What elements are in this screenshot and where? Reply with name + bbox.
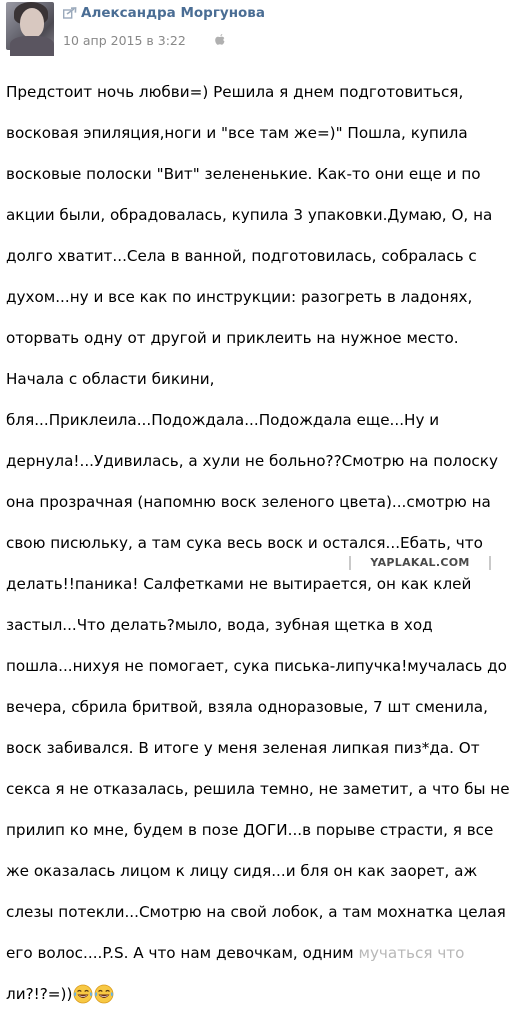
avatar-shoulder [10,36,54,56]
post-line: дернула!...Удивилась, а хули не больно??Смотрю на полоску [6,451,498,470]
crying-laughing-emoji-icon [73,984,93,1004]
post-line: духом...ну и все как по инструкции: разогреть в ладонях, [6,287,473,306]
watermark: YAPLAKAL.COM [349,556,491,570]
crying-laughing-emoji-icon [94,984,114,1004]
post-line: долго хватит...Села в ванной, подготовилась, собралась с [6,246,477,265]
post-line: застыл...Что делать?мыло, вода, зубная щетка в ход [6,615,433,634]
post-line: восковые полоски "Вит" зелененькие. Как-то они еще и по [6,164,481,183]
post-line: воск забивался. В итоге у меня зеленая липкая пиз*да. От [6,738,480,757]
post-line: Начала с области бикини, [6,369,215,388]
avatar-face [20,8,44,38]
post-line [6,984,506,1005]
post-line: делать!!паника! Салфетками не вытирается, он как клей [6,574,472,593]
post-line: секса я не отказалась, решила темно, не заметит, а что бы не [6,779,510,798]
post-line: она прозрачная (напомню воск зеленого цвета)...смотрю на [6,492,491,511]
post-line-text: его волос....P.S. А что нам девочкам, одним [6,943,359,962]
post-line: восковая эпиляция,ноги и "все там же=)" Пошла, купила [6,123,468,142]
post-line: свою писюльку, а там сука весь воск и остался...Ебать, что [6,533,483,552]
repost-arrow-icon [63,7,77,19]
post-line-faded-text: мучаться что [358,943,465,962]
post-line [6,943,506,964]
post-line: бля...Приклеила...Подождала...Подождала еще...Ну и [6,410,440,429]
post-line: же оказалась лицом к лицу сидя...и бля он как заорет, аж [6,861,478,880]
post-line: вечера, сбрила бритвой, взяла одноразовые, 7 шт сменила, [6,697,488,716]
post-date[interactable]: 10 апр 2015 в 3:22 [63,33,186,48]
post-line-text: ли?!?=)) [6,984,73,1003]
avatar[interactable] [6,2,54,50]
post-line: слезы потекли...Смотрю на свой лобок, а там мохнатка целая [6,902,506,921]
apple-icon [214,33,226,46]
post-text [6,61,510,1025]
post-line: акции были, обрадовалась, купила 3 упаковки.Думаю, О, на [6,205,493,224]
post-line: оторвать одну от другой и приклеить на нужное место. [6,328,459,347]
author-name[interactable]: Александра Моргунова [81,5,265,21]
post-line: прилип ко мне, будем в позе ДОГИ...в порыве страсти, я все [6,820,494,839]
post-line: пошла...нихуя не помогает, сука писька-липучка!мучалась до [6,656,507,675]
post-line: Предстоит ночь любви=) Решила я днем подготовиться, [6,82,464,101]
